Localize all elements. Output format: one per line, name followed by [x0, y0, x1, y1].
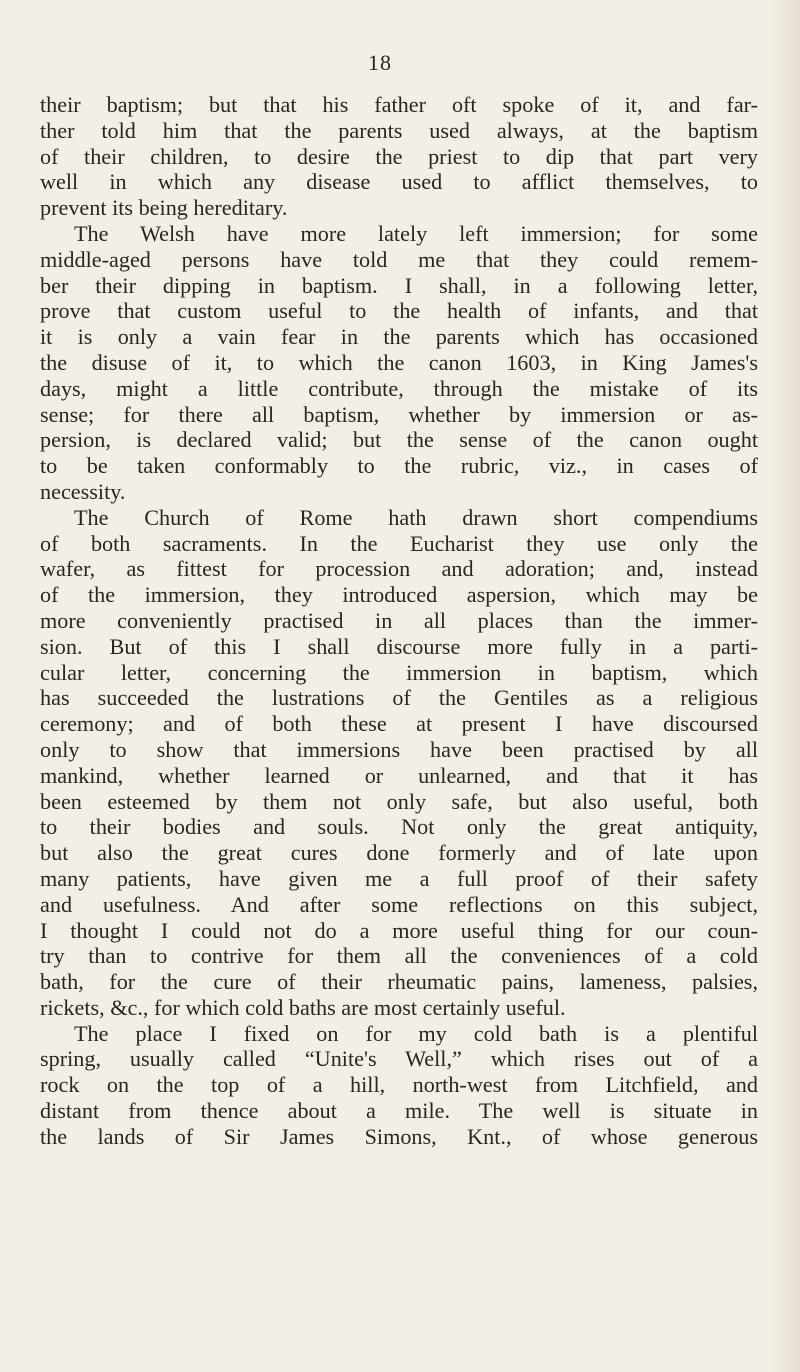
- text-line: mankind, whether learned or unlearned, and that it has: [40, 762, 758, 788]
- text-line: of their children, to desire the priest to dip that part very: [40, 143, 758, 169]
- text-line: try than to contrive for them all the conveniences of a cold: [40, 943, 758, 969]
- text-line: prove that custom useful to the health of infants, and that: [40, 298, 758, 324]
- text-line: ber their dipping in baptism. I shall, in a following letter,: [40, 272, 758, 298]
- text-line: persion, is declared valid; but the sense of the canon ought: [40, 427, 758, 453]
- text-line: necessity.: [40, 478, 126, 504]
- text-line: middle-aged persons have told me that they could remem-: [40, 246, 758, 272]
- text-line: more conveniently practised in all places than the immer-: [40, 607, 758, 633]
- text-line: the lands of Sir James Simons, Knt., of whose generous: [40, 1123, 758, 1149]
- text-line: of the immersion, they introduced aspersion, which may be: [40, 582, 758, 608]
- text-line: to their bodies and souls. Not only the great antiquity,: [40, 814, 758, 840]
- body-text: [40, 92, 758, 1150]
- text-line: prevent its being hereditary.: [40, 195, 288, 221]
- text-line: The Church of Rome hath drawn short compendiums: [74, 504, 758, 530]
- text-line: The Welsh have more lately left immersion; for some: [74, 220, 758, 246]
- text-line: spring, usually called “Unite's Well,” which rises out of a: [40, 1046, 758, 1072]
- text-line: the disuse of it, to which the canon 1603, in King James's: [40, 349, 758, 375]
- text-line: distant from thence about a mile. The well is situate in: [40, 1098, 758, 1124]
- text-line: it is only a vain fear in the parents which has occasioned: [40, 324, 758, 350]
- text-line: their baptism; but that his father oft spoke of it, and far-: [40, 92, 758, 117]
- text-line: days, might a little contribute, through the mistake of its: [40, 375, 758, 401]
- text-line: wafer, as fittest for procession and adoration; and, instead: [40, 556, 758, 582]
- text-line: rickets, &c., for which cold baths are most certainly useful.: [40, 994, 566, 1020]
- text-line: well in which any disease used to afflict themselves, to: [40, 169, 758, 195]
- text-line: to be taken conformably to the rubric, viz., in cases of: [40, 453, 758, 479]
- text-line: bath, for the cure of their rheumatic pains, lameness, palsies,: [40, 969, 758, 995]
- text-line: of both sacraments. In the Eucharist they use only the: [40, 530, 758, 556]
- text-line: sense; for there all baptism, whether by immersion or as-: [40, 401, 758, 427]
- text-line: ceremony; and of both these at present I have discoursed: [40, 711, 758, 737]
- text-line: cular letter, concerning the immersion in baptism, which: [40, 659, 758, 685]
- text-line: but also the great cures done formerly and of late upon: [40, 840, 758, 866]
- text-line: only to show that immersions have been practised by all: [40, 736, 758, 762]
- text-line: I thought I could not do a more useful thing for our coun-: [40, 917, 758, 943]
- text-line: many patients, have given me a full proof of their safety: [40, 865, 758, 891]
- page-number: 18: [368, 50, 392, 75]
- text-line: has succeeded the lustrations of the Gentiles as a religious: [40, 685, 758, 711]
- text-line: ther told him that the parents used always, at the baptism: [40, 117, 758, 143]
- text-line: sion. But of this I shall discourse more fully in a parti-: [40, 633, 758, 659]
- text-line: been esteemed by them not only safe, but also useful, both: [40, 788, 758, 814]
- text-line: and usefulness. And after some reflections on this subject,: [40, 891, 758, 917]
- text-line: The place I fixed on for my cold bath is a plentiful: [74, 1020, 758, 1046]
- text-line: rock on the top of a hill, north-west from Litchfield, and: [40, 1072, 758, 1098]
